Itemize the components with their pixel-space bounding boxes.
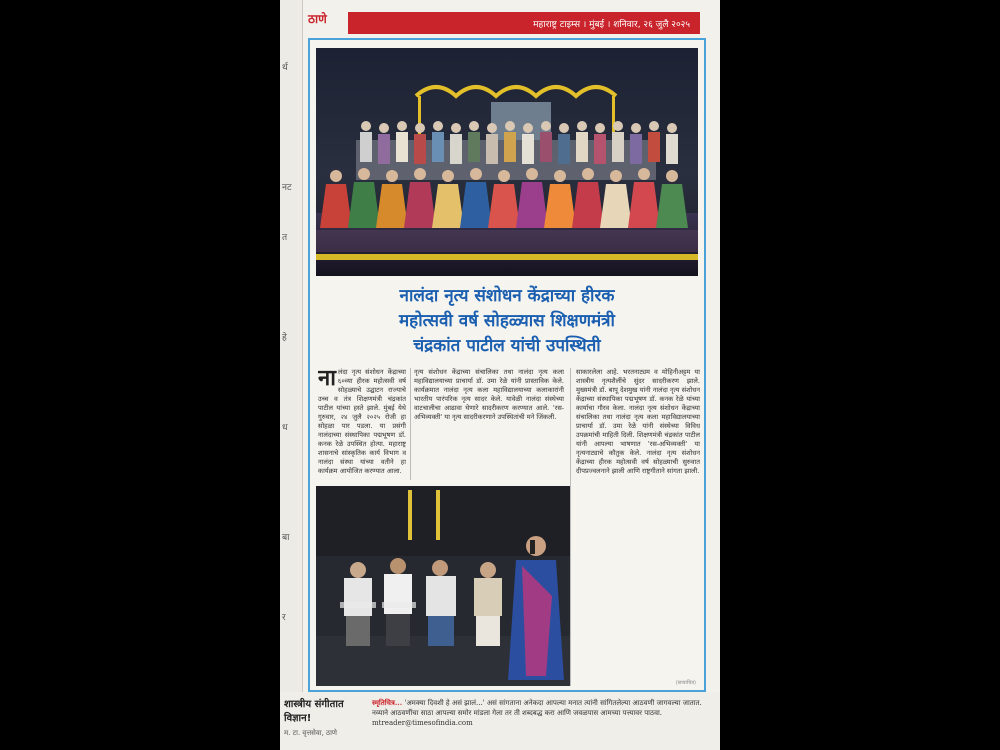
teaser-tag: स्मृतिचित्र... [372, 698, 403, 707]
newspaper-page [280, 0, 720, 750]
dignitaries-photo [316, 486, 570, 686]
article-headline [316, 284, 698, 359]
article-frame [308, 38, 706, 692]
strip-fragment: र्थ [282, 63, 288, 73]
teaser-email: mtreader@timesofindia.com [372, 719, 473, 727]
strip-fragment: नट [282, 183, 292, 193]
drop-cap: ना [318, 368, 336, 391]
column-text: लंदा नृत्य संशोधन केंद्राच्या ६०व्या हीरक महोत्सवी वर्ष सोहळ्याचे उद्घाटन राज्याचे उच्च व तंत्र शिक्षणमंत्री चंद्रकांत पाटील यांच्या हस्ते झाले. मुंबई येथे गुरुवार, २४ जुलै २०२५ रोजी हा सोहळा पार पडला. या प्रसंगी नालंदाच्या संस्थापिका पद्मभूषण डॉ. कनक रेळे उपस्थित होत्या. महाराष्ट्र शासनाचे सांस्कृतिक कार्य विभाग व नालंदा संस्था यांच्या वतीने हा कार्यक्रम आयोजित करण्यात आला. [318, 368, 406, 475]
column-divider [570, 368, 571, 686]
teaser-text: 'अमक्या दिवशी हे असं झालं...' असं सांगताना अनेकदा आपल्या मनात त्यांनी सांगितलेल्या आठवणी जागवल्या जातात. नव्याने आठवणींचा साठा आपल्या समोर मांडला गेला तर ती शब्दबद्ध करा आणि जवळपास आमच्या पत्त्यावर पाठवा. [372, 699, 702, 717]
side-story-byline: म. टा. वृत्तसेवा, ठाणे [284, 729, 337, 737]
strip-fragment: हे [282, 333, 287, 343]
article-column-2 [414, 368, 564, 480]
strip-fragment: ध [282, 423, 288, 433]
column-divider [410, 368, 411, 480]
article-column-3 [576, 368, 700, 686]
reader-teaser [372, 698, 716, 728]
strip-fragment: बा [282, 533, 290, 543]
side-story [284, 698, 364, 740]
photo-credit: (छायाचित्र) [675, 680, 696, 686]
side-story-title: शास्त्रीय संगीतात विज्ञान! [284, 699, 344, 724]
column-text: साकारलेला आहे. भरतनाट्यम व मोहिनीअट्टम या शास्त्रीय नृत्यशैलींचे सुंदर सादरीकरण झाले. मुख्यमंत्री डॉ. बापू देशमुख यांनी नालंदा नृत्य संशोधन केंद्राच्या संस्थापिका पद्मभूषण डॉ. कनक रेळे यांच्या कार्याचा गौरव केला. नालंदा नृत्य संशोधन केंद्राच्या संचालिका तथा नालंदा नृत्य कला महाविद्यालयाच्या प्राचार्या डॉ. उमा रेळे यांनी संस्थेच्या विविध उपक्रमांची माहिती दिली. शिक्षणमंत्री चंद्रकांत पाटील यांनी आपल्या भाषणात 'रस-अभिव्यक्ती' या नृत्यनाट्याचे कौतुक केले. नालंदा नृत्य संशोधन केंद्राच्या हीरक महोत्सवी वर्ष सोहळ्याची सुरुवात दीपप्रज्वलनाने झाली आणि राष्ट्रगीताने सांगता झाली. [576, 368, 700, 475]
column-text: नृत्य संशोधन केंद्राच्या संचालिका तथा नालंदा नृत्य कला महाविद्यालयाच्या प्राचार्या डॉ. उमा रेळे यांनी प्रास्ताविक केले. कार्यक्रमात नालंदा नृत्य कला महाविद्यालयाच्या कलाकारांनी भारतीय पारंपरिक नृत्य सादर केले. यावेळी नालंदा संस्थेच्या वाटचालीचा आढावा घेणारे सादरीकरण करण्यात आले. 'रस-अभिव्यक्ती' या नृत्य सादरीकरणाने उपस्थितांची मने जिंकली. [414, 368, 564, 421]
article-column-1 [318, 368, 406, 480]
bottom-strip [280, 692, 720, 750]
masthead-text: महाराष्ट्र टाइम्स । मुंबई । शनिवार, २६ जुलै २०२५ [533, 19, 690, 30]
group-photo-stage [316, 48, 698, 276]
headline-line: नालंदा नृत्य संशोधन केंद्राच्या हीरक [399, 286, 615, 306]
masthead-bar [348, 12, 700, 34]
strip-fragment: त [282, 233, 288, 243]
adjacent-page-strip [280, 0, 303, 750]
headline-line: महोत्सवी वर्ष सोहळ्यास शिक्षणमंत्री [399, 311, 615, 331]
strip-fragment: र [282, 613, 286, 623]
headline-line: चंद्रकांत पाटील यांची उपस्थिती [413, 336, 601, 356]
section-label: ठाणे [308, 12, 327, 26]
